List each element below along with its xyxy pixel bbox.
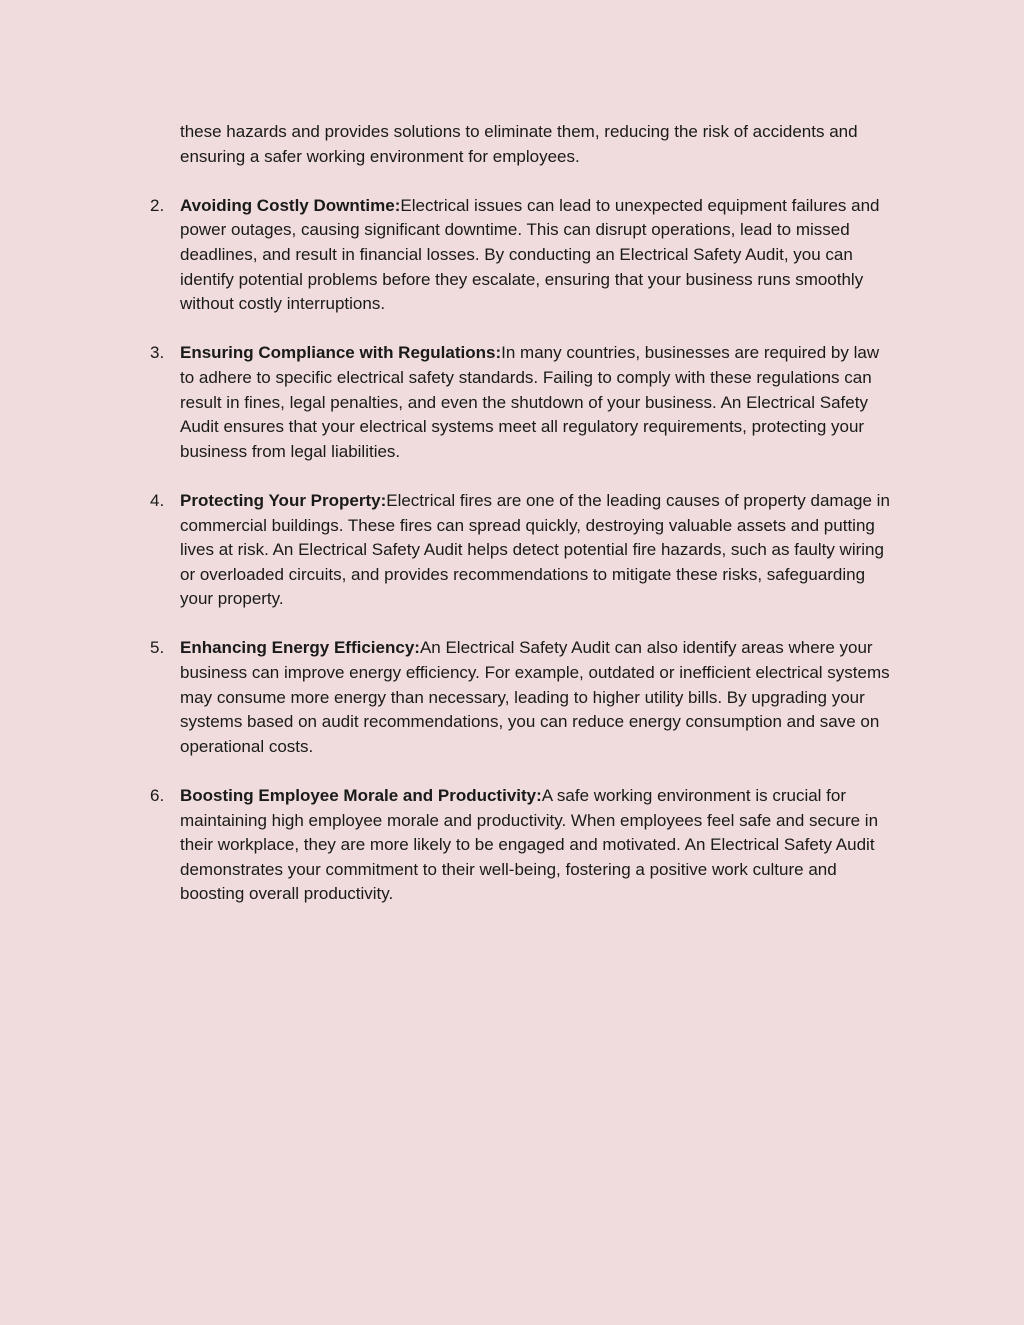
list-item-text: In many countries, businesses are required by law to adhere to specific electrical safety standards. Failing to comply with these regulations can result in fines, legal penalties, and even the shutdown of your business. An Electrical Safety Audit ensures that your electrical systems meet all regulatory requirements, protecting your business from legal liabilities.: [180, 343, 880, 461]
list-item-body: [180, 489, 895, 612]
list-item-number: 6.: [150, 786, 165, 806]
list-item-text: An Electrical Safety Audit can also identify areas where your business can improve energy efficiency. For example, outdated or inefficient electrical systems may consume more energy than necessary, leading to higher utility bills. By upgrading your systems based on audit recommendations, you can reduce energy consumption and save on operational costs.: [180, 638, 890, 756]
list-item-text: Electrical fires are one of the leading causes of property damage in commercial buildings. These fires can spread quickly, destroying valuable assets and putting lives at risk. An Electrical Safety Audit helps detect potential fire hazards, such as faulty wiring or overloaded circuits, and provides recommendations to mitigate these risks, safeguarding your property.: [180, 490, 890, 609]
list-item-body: [180, 636, 895, 759]
list-item: [150, 341, 895, 464]
list-item-text: A safe working environment is crucial for maintaining high employee morale and productivity. When employees feel safe and secure in their workplace, they are more likely to be engaged and motivated. An Electrical Safety Audit demonstrates your commitment to their well-being, fostering a positive work culture and boosting overall productivity.: [180, 786, 879, 904]
benefits-list: [150, 194, 895, 907]
document-content: [150, 120, 895, 932]
list-item-text: Electrical issues can lead to unexpected equipment failures and power outages, causing significant downtime. This can disrupt operations, lead to missed deadlines, and result in financial losses. By conducting an Electrical Safety Audit, you can identify potential problems before they escalate, ensuring that your business runs smoothly without costly interruptions.: [180, 195, 880, 314]
list-item-body: [180, 784, 895, 907]
list-item-title: Protecting Your Property:: [180, 490, 387, 510]
list-item-body: [180, 194, 895, 317]
list-item-number: 4.: [150, 490, 165, 510]
list-item-number: 5.: [150, 638, 165, 658]
list-item-title: Avoiding Costly Downtime:: [180, 195, 401, 215]
list-item-number: 3.: [150, 343, 165, 363]
list-item: [150, 489, 895, 612]
intro-paragraph: these hazards and provides solutions to eliminate them, reducing the risk of accidents and ensuring a safer working environment for employees.: [180, 122, 858, 166]
list-item-title: Ensuring Compliance with Regulations:: [180, 343, 502, 363]
list-item-body: [180, 341, 895, 464]
list-item: [150, 194, 895, 317]
list-item-title: Enhancing Energy Efficiency:: [180, 638, 420, 658]
list-item-title: Boosting Employee Morale and Productivity:: [180, 786, 542, 806]
list-item-number: 2.: [150, 195, 165, 215]
list-item: [150, 636, 895, 759]
list-item: [150, 784, 895, 907]
